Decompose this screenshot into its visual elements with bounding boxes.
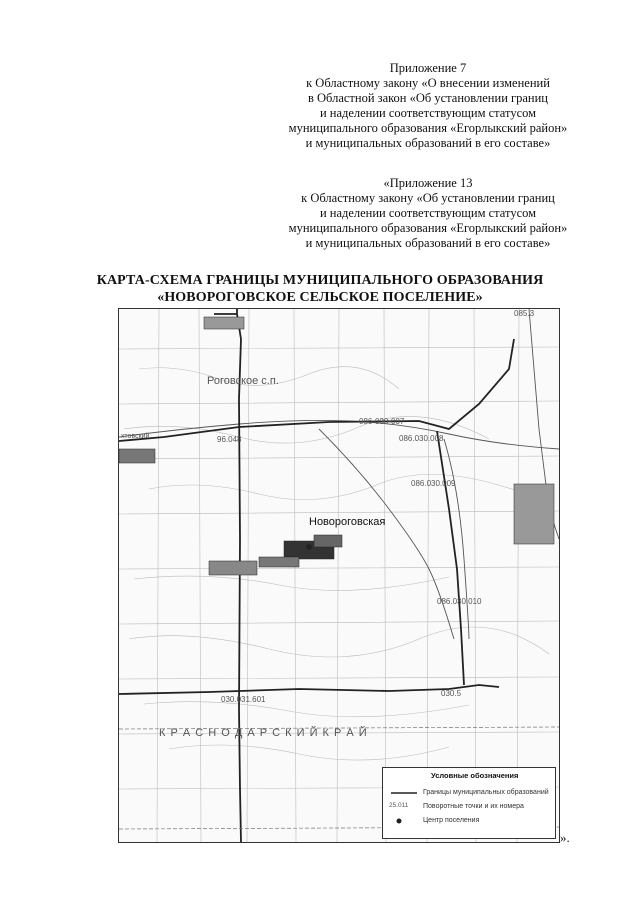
label-novorogovskaya: Новороговская xyxy=(309,516,386,528)
label-kvsk: хтовский xyxy=(121,433,150,440)
appendix-13-line: к Областному закону «Об установлении границ xyxy=(301,191,555,205)
label-code-0305: 030.5 xyxy=(441,689,462,698)
appendix-13-heading: «Приложение 13 xyxy=(383,176,473,190)
appendix-7-line: и муниципальных образований в его составе» xyxy=(305,136,551,150)
legend-row-points xyxy=(389,802,549,812)
closing-quote: ». xyxy=(560,830,570,845)
legend-title: Условные обозначения xyxy=(431,771,519,780)
label-krasnodarsky-krai: К Р А С Н О Д А Р С К И Й К Р А Й xyxy=(159,727,368,739)
label-code-007: 086-030-007 xyxy=(359,417,405,426)
label-code-009: 086.030.009 xyxy=(411,479,456,488)
appendix-13-line: муниципального образования «Егорлыкский район» xyxy=(288,221,568,235)
legend-label-points: Поворотные точки и их номера xyxy=(423,803,524,810)
appendix-7-heading: Приложение 7 xyxy=(389,61,467,75)
appendix-13-block xyxy=(268,176,588,251)
appendix-7-line: и наделении соответствующим статусом xyxy=(319,106,537,120)
appendix-13-line: и наделении соответствующим статусом xyxy=(319,206,537,220)
appendix-7-line: в Областной закон «Об установлении границ xyxy=(307,91,548,105)
label-code-601: 030.031.601 xyxy=(221,695,266,704)
boundary-line-icon xyxy=(389,788,419,798)
map-graphic xyxy=(119,309,559,842)
label-rogovskoe: Роговское с.п. xyxy=(207,375,279,387)
legend-label-center: Центр поселения xyxy=(423,817,480,824)
map-title xyxy=(0,272,640,306)
map-legend xyxy=(382,767,556,839)
legend-row-center xyxy=(389,816,549,826)
appendix-7-block xyxy=(268,61,588,151)
label-code-048: 96.048 xyxy=(217,435,242,444)
label-code-008: 086.030.008 xyxy=(399,434,444,443)
label-code-010: 086.030.010 xyxy=(437,597,482,606)
turning-point-icon: 25.011 xyxy=(389,802,409,809)
map-title-line-1: КАРТА-СХЕМА ГРАНИЦЫ МУНИЦИПАЛЬНОГО ОБРАЗОВАНИЯ xyxy=(96,273,544,288)
legend-row-boundary xyxy=(389,788,549,798)
settlement-center-icon xyxy=(389,816,419,826)
appendix-7-line: муниципального образования «Егорлыкский район» xyxy=(288,121,568,135)
map-title-line-2: «НОВОРОГОВСКОЕ СЕЛЬСКОЕ ПОСЕЛЕНИЕ» xyxy=(157,290,483,305)
label-code-0853: 085.3 xyxy=(514,309,535,318)
legend-label-boundary: Границы муниципальных образований xyxy=(423,789,549,796)
appendix-7-line: к Областному закону «О внесении изменений xyxy=(306,76,550,90)
appendix-13-line: и муниципальных образований в его составе» xyxy=(305,236,551,250)
boundary-map xyxy=(118,308,560,843)
